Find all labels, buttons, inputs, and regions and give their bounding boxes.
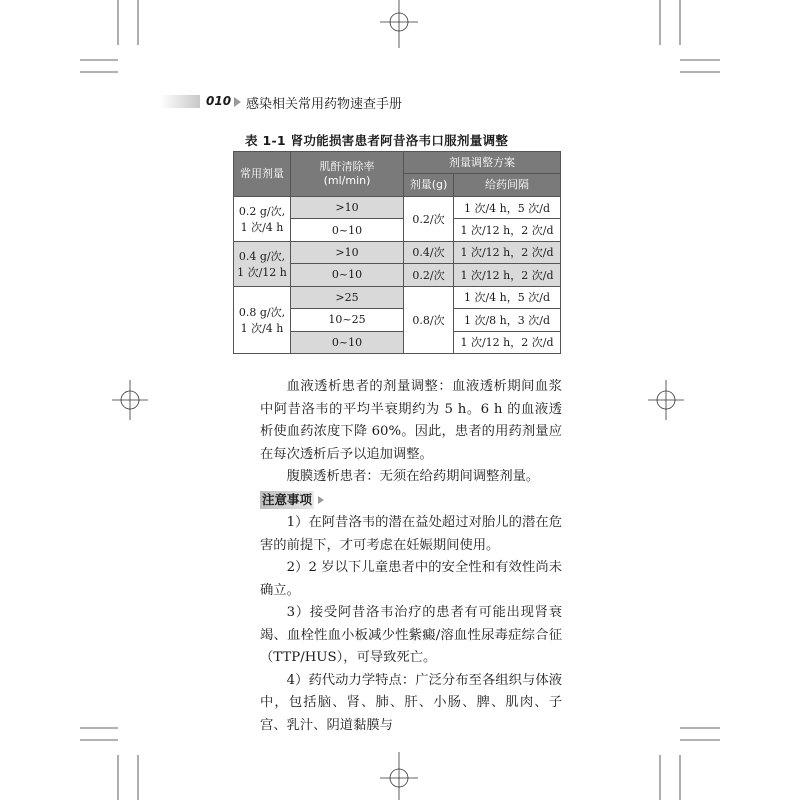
header-clearance-line1: 肌酐清除率 [319, 159, 375, 173]
clearance-cell: 0~10 [291, 219, 404, 241]
clearance-cell: >10 [291, 196, 404, 218]
interval-cell: 1 次/4 h，5 次/d [454, 286, 561, 308]
running-header [160, 93, 560, 111]
notice-heading: 注意事项 [262, 491, 313, 507]
dose-cell: 0.8/次 [404, 286, 454, 353]
note-paragraph: 1）在阿昔洛韦的潜在益处超过对胎儿的潜在危害的前提下，才可考虑在妊娠期间使用。 [260, 515, 562, 553]
triangle-right-icon [318, 496, 324, 504]
header-adjustment-plan: 剂量调整方案 [404, 152, 561, 174]
interval-cell: 1 次/8 h，3 次/d [454, 309, 561, 331]
usual-dose-line2: 1 次/4 h [240, 321, 284, 335]
clearance-cell: 0~10 [291, 331, 404, 354]
header-dose: 剂量(g) [404, 174, 454, 196]
usual-dose-line1: 0.8 g/次, [238, 305, 286, 319]
interval-cell: 1 次/12 h，2 次/d [454, 264, 561, 286]
header-interval: 给药间隔 [454, 174, 561, 196]
dose-adjustment-table [233, 151, 561, 354]
book-title: 感染相关常用药物速查手册 [246, 97, 403, 112]
note-paragraph: 3）接受阿昔洛韦治疗的患者有可能出现肾衰竭、血栓性血小板减少性紫癜/溶血性尿毒症综合征（TTP/HUS），可导致死亡。 [260, 605, 562, 665]
clearance-cell: 0~10 [291, 264, 404, 286]
table-caption: 表 1-1 肾功能损害患者阿昔洛韦口服剂量调整 [245, 133, 509, 148]
header-usual-dose: 常用剂量 [234, 152, 291, 197]
interval-cell: 1 次/4 h，5 次/d [454, 196, 561, 218]
usual-dose-line2: 1 次/12 h [237, 265, 287, 279]
dose-cell: 0.2/次 [404, 264, 454, 286]
usual-dose-cell [234, 241, 291, 286]
note-paragraph: 2）2 岁以下儿童患者中的安全性和有效性尚未确立。 [260, 560, 562, 598]
header-clearance-line2: (ml/min) [323, 173, 371, 187]
page-number: 010 [206, 94, 232, 108]
clearance-cell: 10~25 [291, 309, 404, 331]
usual-dose-line1: 0.4 g/次, [238, 249, 286, 263]
notice-heading-row [260, 489, 562, 513]
dose-cell: 0.4/次 [404, 241, 454, 263]
usual-dose-cell [234, 196, 291, 241]
hemodialysis-paragraph: 血液透析患者的剂量调整：血液透析期间血浆中阿昔洛韦的平均半衰期约为 5 h。6 h 的血液透析使血药浓度下降 60%。因此，患者的用药剂量应在每次透析后予以追加调整。 [260, 379, 562, 462]
usual-dose-line1: 0.2 g/次, [238, 204, 286, 218]
note-paragraph: 4）药代动力学特点：广泛分布至各组织与体液中，包括脑、肾、肺、肝、小肠、脾、肌肉、子宫、乳汁、阴道黏膜与 [260, 672, 562, 733]
interval-cell: 1 次/12 h，2 次/d [454, 241, 561, 263]
clearance-cell: >25 [291, 286, 404, 308]
interval-cell: 1 次/12 h，2 次/d [454, 331, 561, 354]
usual-dose-cell [234, 286, 291, 353]
header-creatinine-clearance [291, 152, 404, 197]
body-text [260, 376, 562, 737]
triangle-right-icon [234, 97, 241, 107]
usual-dose-line2: 1 次/4 h [240, 220, 284, 234]
dose-cell: 0.2/次 [404, 196, 454, 241]
header-gradient-bar [160, 95, 200, 108]
interval-cell: 1 次/12 h，2 次/d [454, 219, 561, 241]
clearance-cell: >10 [291, 241, 404, 263]
peritoneal-paragraph: 腹膜透析患者：无须在给药期间调整剂量。 [286, 469, 540, 484]
